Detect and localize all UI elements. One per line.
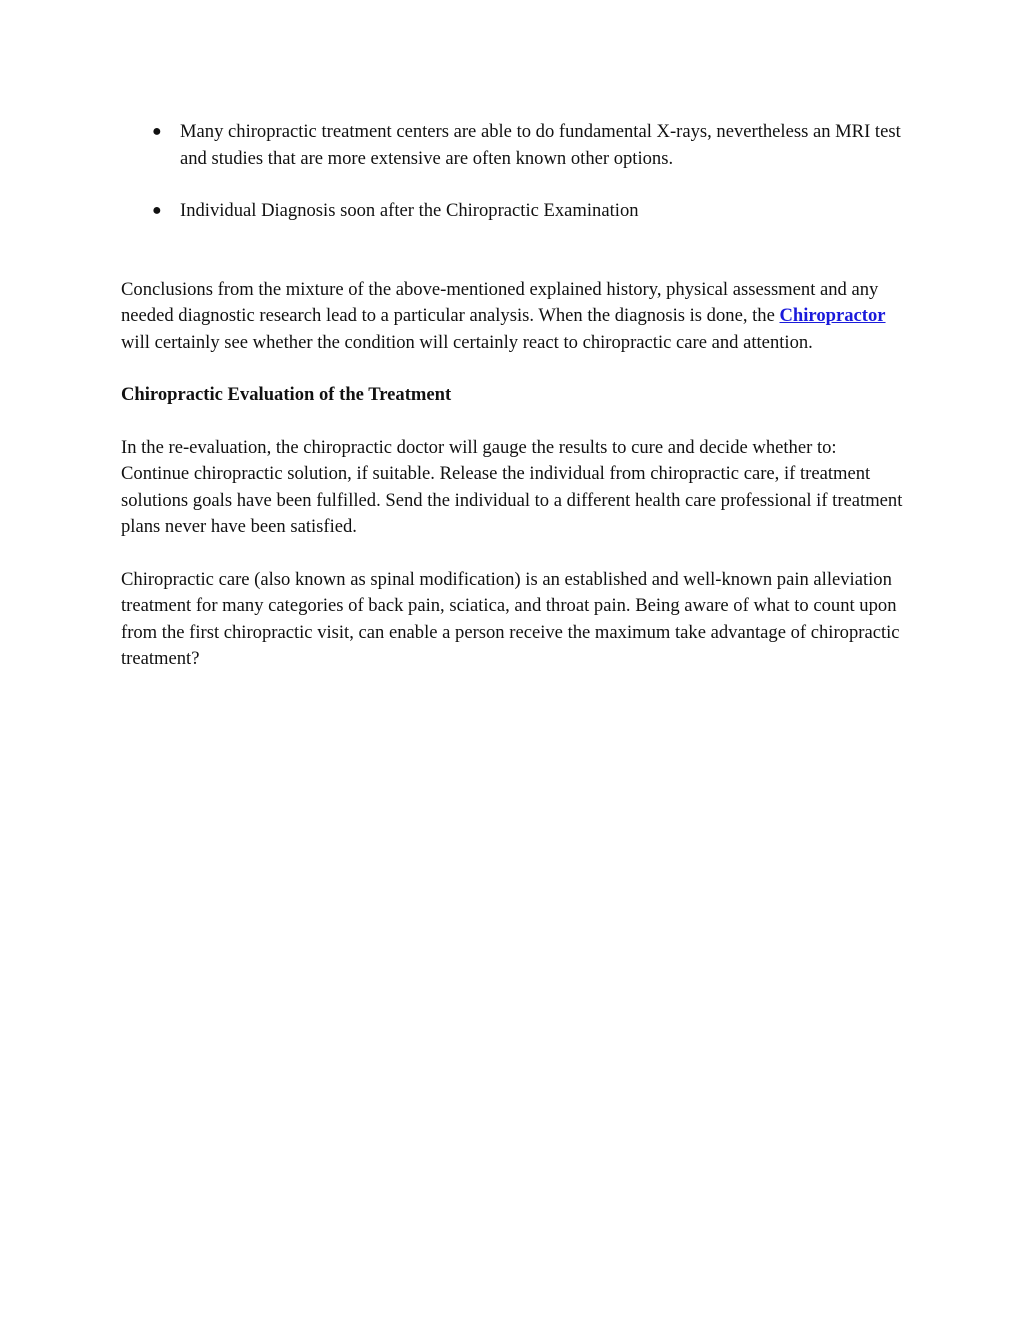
bullet-item	[121, 119, 906, 172]
paragraph-re-evaluation: In the re-evaluation, the chiropractic doctor will gauge the results to cure and decide whether to: Continue chiropractic solution, if suitable. Release the individual from chiropractic care, if treatment solutions goals have been fulfilled. Send the individual to a different health care professional if treatment plans never have been satisfied.	[121, 436, 903, 537]
document-body	[121, 119, 906, 699]
paragraph-text: Conclusions from the mixture of the above-mentioned explained history, physical assessment and any needed diagnostic research lead to a particular analysis. When the diagnosis is done, the	[121, 278, 879, 326]
bullet-text: Many chiropractic treatment centers are able to do fundamental X-rays, nevertheless an MRI test and studies that are more extensive are often known other options.	[180, 121, 901, 169]
bullet-icon: ●	[152, 202, 162, 219]
paragraph-chiropractic-care: Chiropractic care (also known as spinal modification) is an established and well-known pain alleviation treatment for many categories of back pain, sciatica, and throat pain. Being aware of what to count upon from the first chiropractic visit, can enable a person receive the maximum take advantage of chiropractic treatment?	[121, 568, 900, 669]
chiropractor-link[interactable]: Chiropractor	[779, 305, 886, 326]
paragraph-text: will certainly see whether the condition will certainly react to chiropractic care and attention.	[121, 331, 813, 353]
paragraph-conclusions	[121, 277, 906, 357]
bullet-text: Individual Diagnosis soon after the Chiropractic Examination	[180, 200, 639, 221]
bullet-list	[121, 119, 906, 225]
bullet-icon: ●	[152, 123, 162, 140]
bullet-item	[121, 198, 906, 225]
section-heading: Chiropractic Evaluation of the Treatment	[121, 384, 452, 405]
